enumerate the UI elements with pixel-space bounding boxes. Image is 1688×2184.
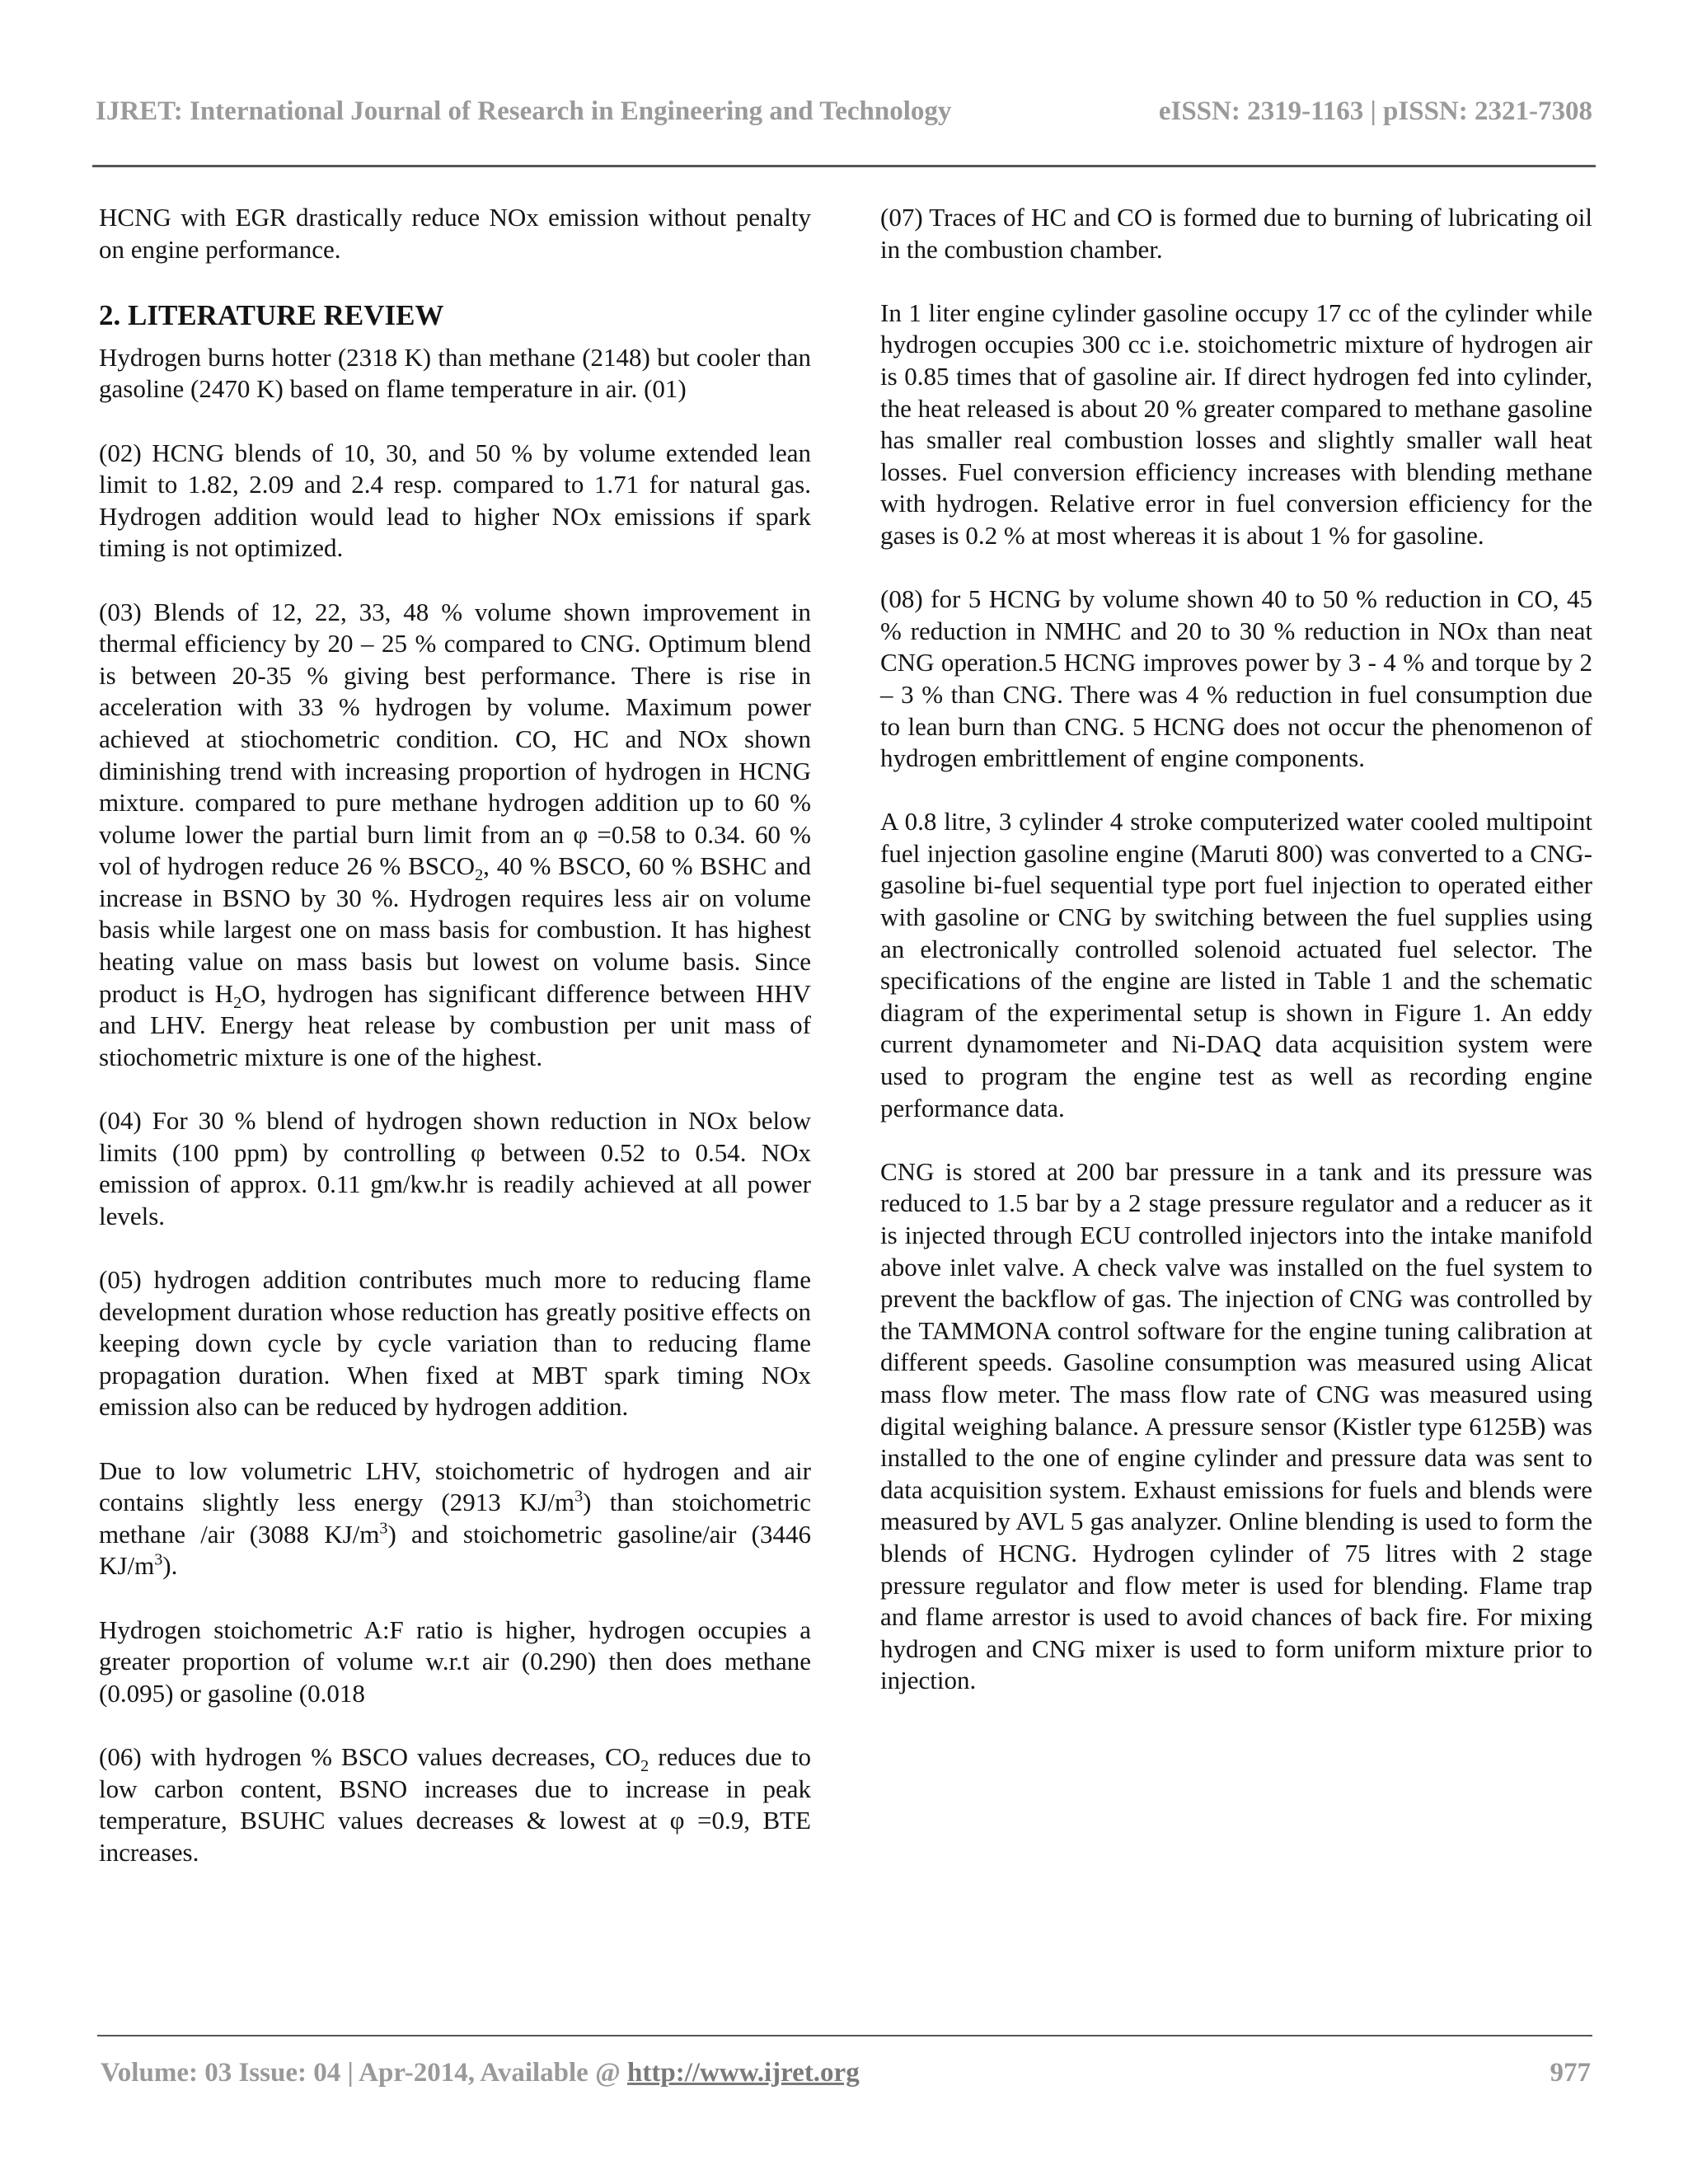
journal-link[interactable]: http://www.ijret.org: [627, 2058, 860, 2088]
page-footer: [101, 2058, 1591, 2088]
page-header: [96, 96, 1592, 127]
paragraph-02: (02) HCNG blends of 10, 30, and 50 % by volume extended lean limit to 1.82, 2.09 and 2.4 resp. compared to 1.71 for natural gas. Hydrogen addition would lead to higher NOx emissions if spark timing is not optimized.: [99, 438, 811, 563]
paragraph-07: (07) Traces of HC and CO is formed due to burning of lubricating oil in the combustion chamber.: [880, 203, 1592, 264]
paragraph-lhv: Due to low volumetric LHV, stoichometric of hydrogen and air contains slightly less energy (2913 $KJ/m^3$) than stoichometric methane /air (3088 $KJ/m^3$) and stoichometric gasoline/air (3446 $KJ/m^3$).: [99, 1455, 811, 1581]
volume-info: Volume: 03 Issue: 04 | Apr-2014, Available @ http://www.ijret.org: [101, 2058, 860, 2088]
paragraph-03: (03) Blends of 12, 22, 33, 48 % volume shown improvement in thermal efficiency by 20 – 25 % compared to CNG. Optimum blend is between 20-35 % giving best performance. There is rise in acceleration with 33 % hydrogen by volume. Maximum power achieved at stiochometric condition. CO, HC and NOx shown diminishing trend with increasing proportion of hydrogen in HCNG mixture. compared to pure methane hydrogen addition up to 60 % volume lower the partial burn limit from an φ =0.58 to 0.34. 60 % vol of hydrogen reduce 26 % $BSCO_2$, 40 % BSCO, 60 % BSHC and increase in BSNO by 30 %. Hydrogen requires less air on volume basis while largest one on mass basis for combustion. It has highest heating value on mass basis but lowest on volume basis. Since product is $H_2O$, hydrogen has significant difference between HHV and LHV. Energy heat release by combustion per unit mass of stiochometric mixture is one of the highest.: [99, 597, 811, 1071]
paragraph-06: (06) with hydrogen % BSCO values decreases, $CO_2$ reduces due to low carbon content, BSNO increases due to increase in peak temperature, BSUHC values decreases & lowest at φ =0.9, BTE increases.: [99, 1741, 811, 1867]
issn-info: eISSN: 2319-1163 | pISSN: 2321-7308: [1158, 96, 1592, 126]
paragraph-04: (04) For 30 % blend of hydrogen shown reduction in NOx below limits (100 ppm) by controlling φ between 0.52 to 0.54. NOx emission of approx. 0.11 gm/kw.hr is readily achieved at all power levels.: [99, 1106, 811, 1230]
section-heading: 2. LITERATURE REVIEW: [99, 298, 444, 331]
paragraph-af-ratio: Hydrogen stoichometric A:F ratio is higher, hydrogen occupies a greater proportion of volume w.r.t air (0.290) then does methane (0.095) or gasoline (0.018: [99, 1615, 811, 1708]
paragraph-engine-setup: A 0.8 litre, 3 cylinder 4 stroke computerized water cooled multipoint fuel injection gasoline engine (Maruti 800) was converted to a CNG-gasoline bi-fuel sequential type port fuel injection to operated either with gasoline or CNG by switching between the fuel supplies using an electronically controlled solenoid actuated fuel selector. The specifications of the engine are listed in Table 1 and the schematic diagram of the experimental setup is shown in Figure 1. An eddy current dynamometer and Ni-DAQ data acquisition system were used to program the engine test as well as recording engine performance data.: [880, 807, 1592, 1122]
left-column: [99, 202, 811, 1868]
paragraph-cylinder: In 1 liter engine cylinder gasoline occupy 17 cc of the cylinder while hydrogen occupies 300 cc i.e. stoichometric mixture of hydrogen air is 0.85 times that of gasoline air. If direct hydrogen fed into cylinder, the heat released is about 20 % greater compared to methane gasoline has smaller real combustion losses and slightly smaller wall heat losses. Fuel conversion efficiency increases with blending methane with hydrogen. Relative error in fuel conversion efficiency for the gases is 0.2 % at most whereas it is about 1 % for gasoline.: [880, 298, 1592, 550]
header-rule: [92, 165, 1596, 167]
paragraph-08: (08) for 5 HCNG by volume shown 40 to 50 % reduction in CO, 45 % reduction in NMHC and 20 to 30 % reduction in NOx than neat CNG operation.5 HCNG improves power by 3 - 4 % and torque by 2 – 3 % than CNG. There was 4 % reduction in fuel consumption due to lean burn than CNG. 5 HCNG does not occur the phenomenon of hydrogen embrittlement of engine components.: [880, 584, 1592, 773]
journal-title: IJRET: International Journal of Research in Engineering and Technology: [96, 96, 952, 126]
intro-tail-paragraph: HCNG with EGR drastically reduce NOx emission without penalty on engine performance.: [99, 203, 811, 264]
paragraph-01: Hydrogen burns hotter (2318 K) than methane (2148) but cooler than gasoline (2470 K) based on flame temperature in air. (01): [99, 342, 811, 404]
footer-rule: [97, 2035, 1592, 2036]
right-column: [880, 202, 1592, 1697]
page-number: 977: [1550, 2058, 1591, 2088]
paragraph-05: (05) hydrogen addition contributes much more to reducing flame development duration whose reduction has greatly positive effects on keeping down cycle by cycle variation than to reducing flame propagation duration. When fixed at MBT spark timing NOx emission also can be reduced by hydrogen addition.: [99, 1265, 811, 1422]
paragraph-cng-system: CNG is stored at 200 bar pressure in a tank and its pressure was reduced to 1.5 bar by a 2 stage pressure regulator and a reducer as it is injected through ECU controlled injectors into the intake manifold above inlet valve. A check valve was installed on the fuel system to prevent the backflow of gas. The injection of CNG was controlled by the TAMMONA control software for the engine tuning calibration at different speeds. Gasoline consumption was measured using Alicat mass flow meter. The mass flow rate of CNG was measured using digital weighing balance. A pressure sensor (Kistler type 6125B) was installed to the one of engine cylinder and pressure data was sent to data acquisition system. Exhaust emissions for fuels and blends were measured by AVL 5 gas analyzer. Online blending is used to form the blends of HCNG. Hydrogen cylinder of 75 litres with 2 stage pressure regulator and flow meter is used for blending. Flame trap and flame arrestor is used to avoid chances of back fire. For mixing hydrogen and CNG mixer is used to form uniform mixture prior to injection.: [880, 1156, 1592, 1695]
